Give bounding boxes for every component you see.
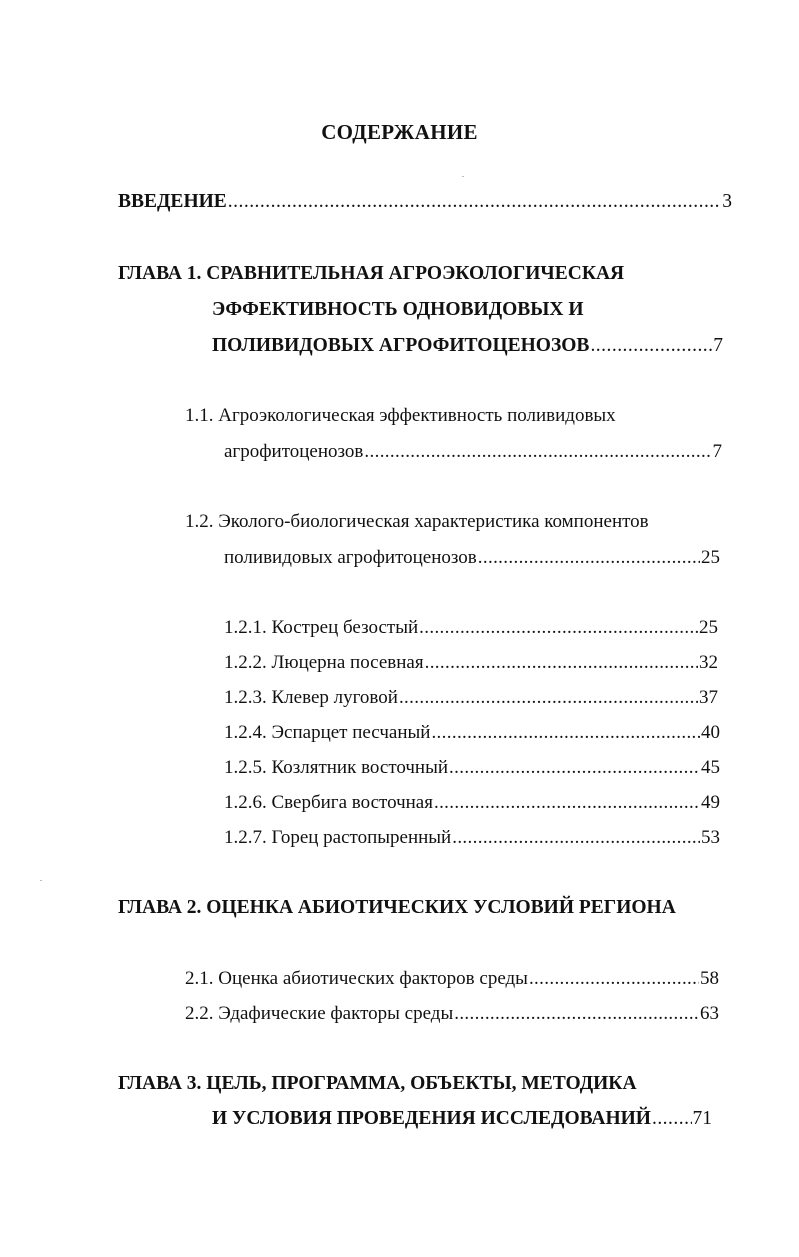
toc-entry-subsection[interactable] bbox=[224, 616, 718, 640]
dot-leader bbox=[434, 791, 700, 815]
toc-label: 1.2.7. Горец растопыренный bbox=[224, 827, 452, 848]
toc-label: 2.2. Эдафические факторы среды bbox=[185, 1003, 454, 1024]
toc-label: поливидовых агрофитоценозов bbox=[224, 547, 477, 568]
dot-leader bbox=[449, 756, 700, 780]
toc-label: агрофитоценозов bbox=[224, 441, 364, 462]
toc-page-number: 71 bbox=[692, 1108, 712, 1129]
toc-page-number: 40 bbox=[701, 722, 720, 743]
dot-leader bbox=[364, 440, 711, 464]
toc-entry-subsection[interactable] bbox=[224, 756, 720, 780]
toc-page-number: 7 bbox=[713, 335, 723, 356]
scan-speck bbox=[40, 880, 42, 881]
dot-leader bbox=[478, 546, 700, 570]
dot-leader bbox=[452, 826, 700, 850]
dot-leader bbox=[652, 1107, 692, 1131]
dot-leader bbox=[454, 1002, 699, 1026]
toc-entry-section-1-2[interactable] bbox=[224, 546, 720, 570]
dot-leader bbox=[399, 686, 698, 710]
toc-entry-section-2-2[interactable] bbox=[185, 1002, 719, 1026]
toc-page-number: 58 bbox=[700, 968, 719, 989]
toc-page-number: 25 bbox=[701, 547, 720, 568]
toc-label: 2.1. Оценка абиотических факторов среды bbox=[185, 968, 528, 989]
toc-page-number: 25 bbox=[699, 617, 718, 638]
toc-label: 1.2.6. Свербига восточная bbox=[224, 792, 433, 813]
toc-entry-subsection[interactable] bbox=[224, 826, 720, 850]
toc-page-number: 63 bbox=[700, 1003, 719, 1024]
toc-label: 1.2.1. Кострец безостый bbox=[224, 617, 419, 638]
toc-label: 1.2.3. Клевер луговой bbox=[224, 687, 398, 708]
toc-page-number: 37 bbox=[699, 687, 718, 708]
toc-entry-section-1-1[interactable] bbox=[224, 440, 722, 464]
toc-label: ВВЕДЕНИЕ bbox=[118, 191, 227, 212]
dot-leader bbox=[425, 651, 698, 675]
toc-entry-chapter3[interactable] bbox=[212, 1107, 712, 1131]
dot-leader bbox=[431, 721, 700, 745]
toc-label: 1.2.4. Эспарцет песчаный bbox=[224, 722, 431, 743]
section-1-1-line1: 1.1. Агроэкологическая эффективность поливидовых bbox=[185, 405, 616, 426]
toc-page-number: 3 bbox=[722, 191, 732, 212]
toc-entry-chapter1[interactable] bbox=[212, 334, 723, 358]
toc-entry-subsection[interactable] bbox=[224, 651, 718, 675]
toc-page-number: 45 bbox=[701, 757, 720, 778]
toc-entry-subsection[interactable] bbox=[224, 686, 718, 710]
scan-speck bbox=[462, 176, 464, 177]
toc-page-number: 53 bbox=[701, 827, 720, 848]
dot-leader bbox=[590, 334, 712, 358]
toc-label: И УСЛОВИЯ ПРОВЕДЕНИЯ ИССЛЕДОВАНИЙ bbox=[212, 1108, 651, 1129]
dot-leader bbox=[419, 616, 698, 640]
toc-label: 1.2.2. Люцерна посевная bbox=[224, 652, 424, 673]
toc-label: 1.2.5. Козлятник восточный bbox=[224, 757, 449, 778]
toc-entry-intro[interactable] bbox=[118, 190, 732, 214]
toc-entry-subsection[interactable] bbox=[224, 791, 720, 815]
dot-leader bbox=[228, 190, 721, 214]
toc-page-number: 49 bbox=[701, 792, 720, 813]
toc-entry-chapter2[interactable]: ГЛАВА 2. ОЦЕНКА АБИОТИЧЕСКИХ УСЛОВИЙ РЕГИОНА bbox=[118, 897, 676, 918]
chapter1-title-line1: ГЛАВА 1. СРАВНИТЕЛЬНАЯ АГРОЭКОЛОГИЧЕСКАЯ bbox=[118, 263, 625, 284]
chapter3-title-line1: ГЛАВА 3. ЦЕЛЬ, ПРОГРАММА, ОБЪЕКТЫ, МЕТОДИКА bbox=[118, 1073, 637, 1094]
chapter1-title-line2: ЭФФЕКТИВНОСТЬ ОДНОВИДОВЫХ И bbox=[212, 299, 584, 320]
toc-page-number: 32 bbox=[699, 652, 718, 673]
toc-page-number: 7 bbox=[712, 441, 722, 462]
page-title: СОДЕРЖАНИЕ bbox=[321, 120, 478, 144]
dot-leader bbox=[529, 967, 699, 991]
toc-label: ПОЛИВИДОВЫХ АГРОФИТОЦЕНОЗОВ bbox=[212, 335, 590, 356]
section-1-2-line1: 1.2. Эколого-биологическая характеристика компонентов bbox=[185, 511, 649, 532]
toc-entry-section-2-1[interactable] bbox=[185, 967, 719, 991]
toc-entry-subsection[interactable] bbox=[224, 721, 720, 745]
